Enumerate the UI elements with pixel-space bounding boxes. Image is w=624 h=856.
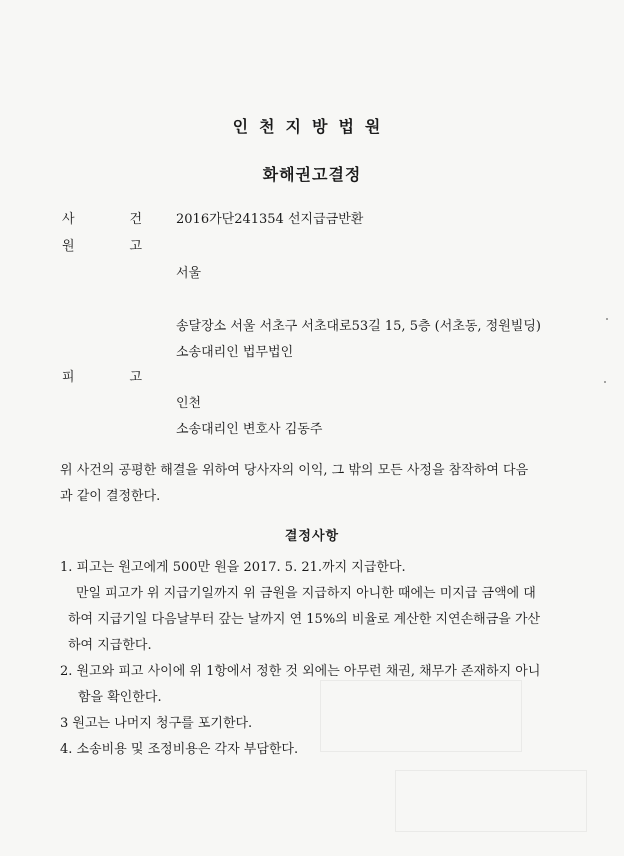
intro-line: 위 사건의 공평한 해결을 위하여 당사자의 이익, 그 밖의 모든 사정을 참작하여 다음 — [60, 463, 529, 478]
court-name: 인천지방법원 — [232, 117, 392, 136]
decision-item-1-continued: 하여 지급한다. — [68, 638, 152, 653]
decision-item-1-continued: 만일 피고가 위 지급기일까지 위 금원을 지급하지 아니한 때에는 미지급 금액에 대 — [76, 586, 536, 601]
plaintiff-service-address: 송달장소 서울 서초구 서초대로53길 15, 5층 (서초동, 정원빌딩) — [176, 319, 541, 334]
scan-speck — [606, 318, 608, 320]
decision-item-3: 3 원고는 나머지 청구를 포기한다. — [60, 716, 253, 731]
scan-artifact-box-lower — [395, 770, 587, 832]
intro-line: 과 같이 결정한다. — [60, 489, 161, 504]
decision-item-2: 2. 원고와 피고 사이에 위 1항에서 정한 것 외에는 아무런 채권, 채무가 존재하지 아니 — [60, 664, 541, 679]
plaintiff-label-char: 원 — [62, 239, 75, 254]
case-label-char: 건 — [129, 212, 142, 227]
scan-artifact-box — [320, 680, 522, 752]
defendant-label — [62, 366, 142, 385]
defendant-label-char: 고 — [129, 370, 142, 385]
decision-section-title: 결정사항 — [284, 529, 340, 544]
defendant-address: 인천 — [176, 396, 202, 411]
case-label-char: 사 — [62, 212, 75, 227]
decision-item-1: 1. 피고는 원고에게 500만 원을 2017. 5. 21.까지 지급한다. — [60, 560, 406, 575]
document-title: 화해권고결정 — [262, 165, 362, 184]
case-label — [62, 208, 142, 227]
decision-item-2-continued: 함을 확인한다. — [78, 690, 162, 705]
plaintiff-label — [62, 235, 142, 254]
defendant-label-char: 피 — [62, 370, 75, 385]
plaintiff-attorney: 소송대리인 법무법인 — [176, 345, 294, 360]
case-number: 2016가단241354 선지급금반환 — [176, 212, 364, 227]
scan-speck — [604, 381, 606, 383]
plaintiff-label-char: 고 — [129, 239, 142, 254]
decision-item-1-continued: 하여 지급기일 다음날부터 갚는 날까지 연 15%의 비율로 계산한 지연손해금을 가산 — [68, 612, 541, 627]
plaintiff-address: 서울 — [176, 266, 202, 281]
decision-item-4: 4. 소송비용 및 조정비용은 각자 부담한다. — [60, 742, 299, 757]
intro-paragraph — [60, 458, 580, 510]
defendant-attorney: 소송대리인 변호사 김동주 — [176, 422, 323, 437]
